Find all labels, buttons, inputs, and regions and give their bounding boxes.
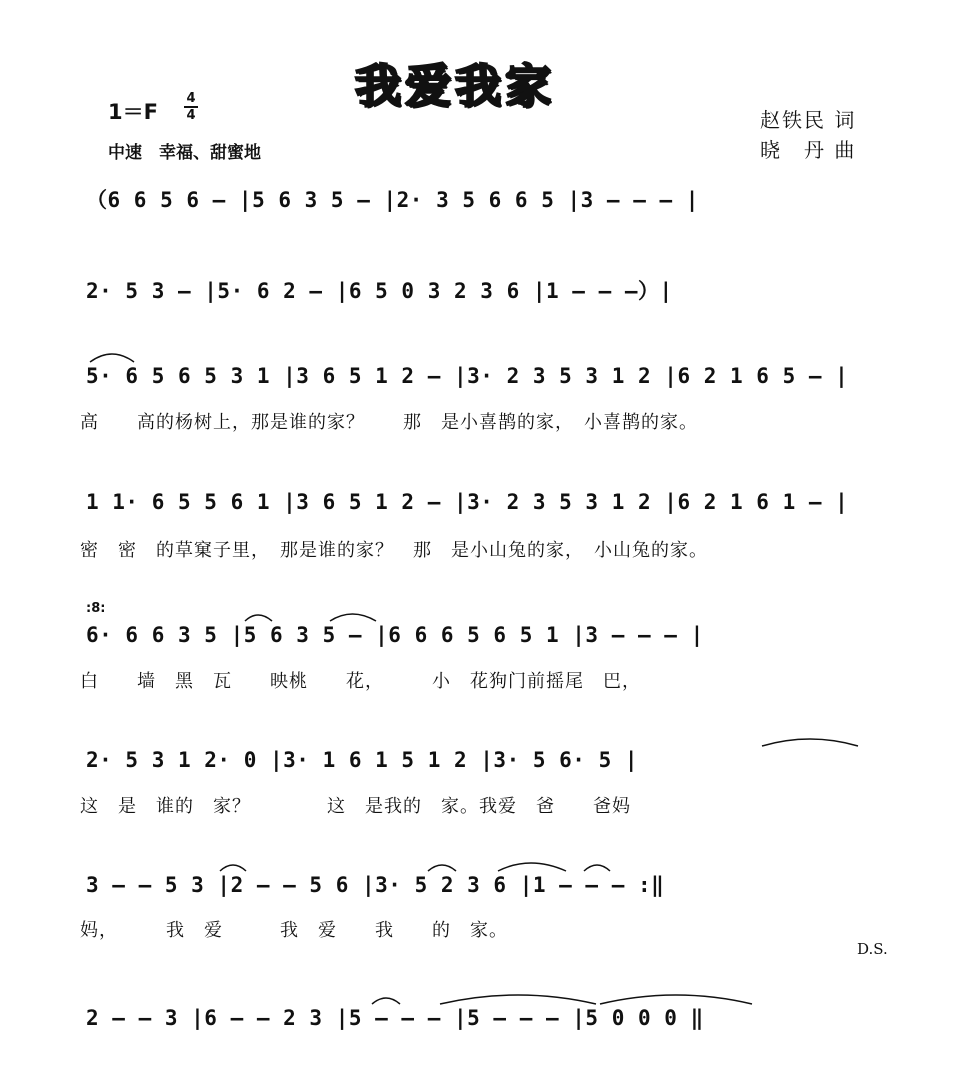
dal-segno-mark: D.S.	[857, 940, 888, 958]
tie-row6	[762, 739, 858, 746]
composer-credit: 晓 丹 曲	[760, 138, 857, 162]
score-row-6-lyrics: 这 是 谁的 家？ 这 是我的 家。我爱 爸 爸妈	[80, 796, 631, 817]
score-row-4-lyrics: 密 密 的草窠子里， 那是谁的家？ 那 是小山兔的家， 小山兔的家。	[80, 540, 708, 561]
segno-mark: :8:	[86, 601, 106, 616]
tie-row8-b	[440, 995, 596, 1004]
score-row-6-notes: 2· 5 3 1 2· 0 |3· 1 6 1 5 1 2 |3· 5 6· 5 |	[86, 748, 639, 772]
score-row-4-notes: 1 1· 6 5 5 6 1 |3 6 5 1 2 – |3· 2 3 5 3 1 2 |6 2 1 6 1 – |	[86, 490, 849, 514]
time-signature-bottom: 4	[186, 108, 196, 123]
slur-row7-d	[584, 865, 610, 871]
score-row-8-notes: 2 – – 3 |6 – – 2 3 |5 – – – |5 – – – |5 0 0 0 ‖	[86, 1006, 704, 1030]
tie-row8-c	[600, 995, 752, 1004]
score-row-5-lyrics: 白 墙 黑 瓦 映桃 花， 小 花狗门前摇尾 巴，	[80, 671, 641, 692]
song-title: 我爱我家	[355, 59, 555, 113]
lyricist-credit: 赵铁民 词	[760, 108, 857, 132]
score-row-3-notes: 5· 6 5 6 5 3 1 |3 6 5 1 2 – |3· 2 3 5 3 1 2 |6 2 1 6 5 – |	[86, 364, 849, 388]
score-row-5-notes: 6· 6 6 3 5 |5 6 3 5 – |6 6 6 5 6 5 1 |3 – – – |	[86, 623, 704, 647]
slur-row7-b	[428, 865, 456, 871]
slur-row7-a	[220, 865, 246, 871]
score-row-3-lyrics: 高 高的杨树上，那是谁的家？ 那 是小喜鹊的家， 小喜鹊的家。	[80, 412, 698, 433]
score-row-1-notes: （6 6 5 6 – |5 6 3 5 – |2· 3 5 6 6 5 |3 – – – |	[86, 188, 699, 212]
time-signature-top: 4	[186, 91, 196, 106]
tempo-marking: 中速 幸福、甜蜜地	[108, 143, 261, 163]
slur-row5-b	[330, 614, 376, 621]
slur-row5-a	[245, 615, 272, 621]
slur-row7-c	[498, 863, 566, 871]
key-signature: 1＝F	[108, 100, 158, 124]
score-row-7-notes: 3 – – 5 3 |2 – – 5 6 |3· 5 2 3 6 |1 – – – :‖	[86, 873, 665, 897]
score-row-7-lyrics: 妈， 我 爱 我 爱 我 的 家。	[80, 920, 508, 941]
slur-row8-a	[372, 998, 400, 1004]
slur-row3	[90, 354, 134, 362]
score-row-2-notes: 2· 5 3 – |5· 6 2 – |6 5 0 3 2 3 6 |1 – – –）|	[86, 279, 673, 303]
